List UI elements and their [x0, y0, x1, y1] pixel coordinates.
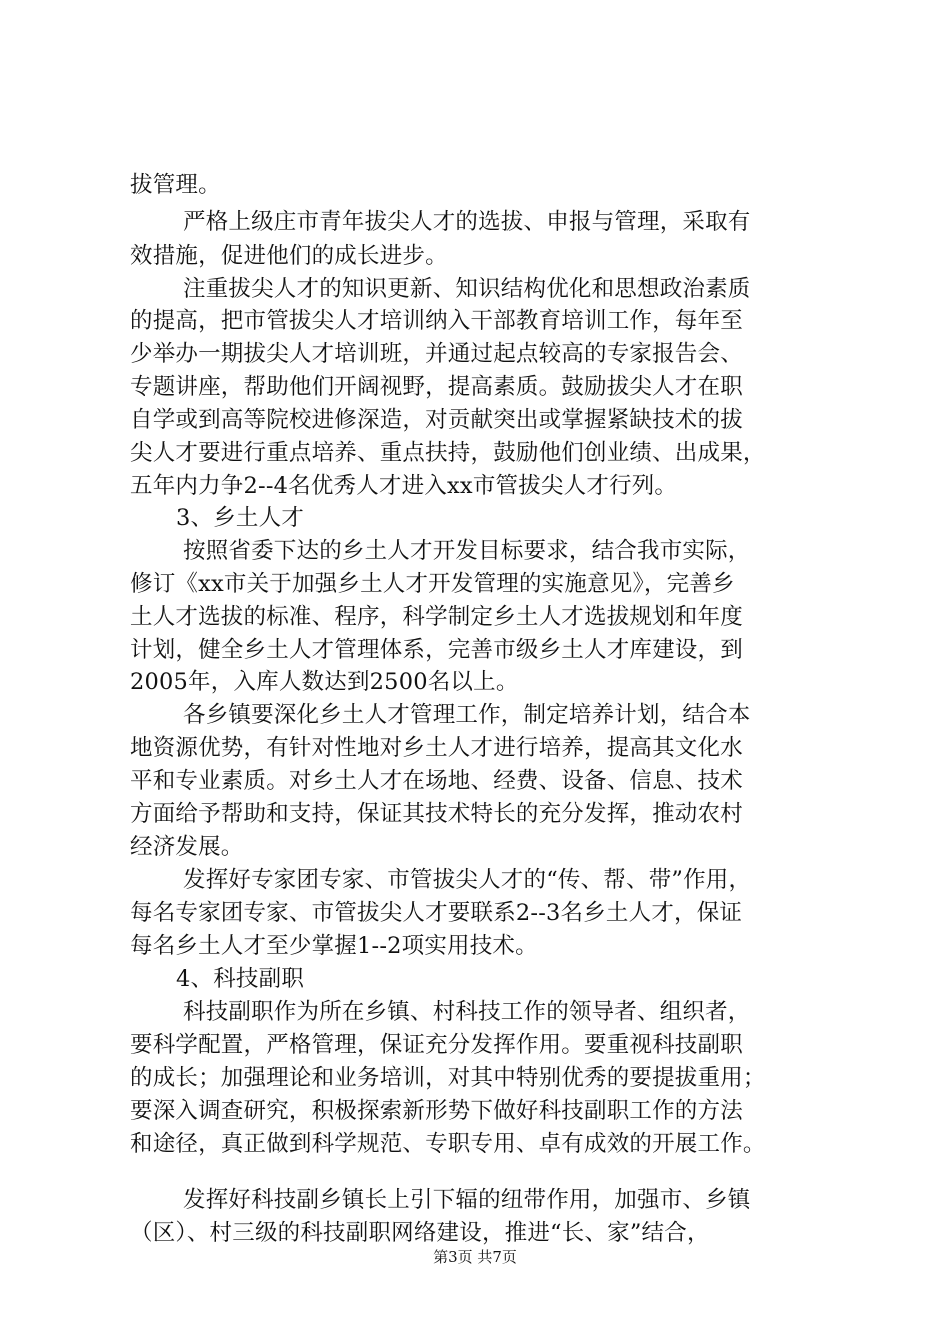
text-line: （区）、村三级的科技副职网络建设，推进“长、家”结合，: [130, 1220, 710, 1246]
text-line: 科技副职作为所在乡镇、村科技工作的领导者、组织者，: [183, 999, 751, 1025]
text-line: 发挥好专家团专家、市管拔尖人才的“传、帮、带”作用，: [183, 867, 752, 893]
text-line: 和途径，真正做到科学规范、专职专用、卓有成效的开展工作。: [130, 1131, 766, 1157]
text-line: 经济发展。: [130, 834, 244, 860]
text-line: 每名专家团专家、市管拔尖人才要联系2--3名乡土人才，保证: [130, 900, 743, 926]
text-line: 平和专业素质。对乡土人才在场地、经费、设备、信息、技术: [130, 768, 743, 794]
text-line: 少举办一期拔尖人才培训班，并通过起点较高的专家报告会、: [130, 341, 743, 367]
text-line: 土人才选拔的标准、程序，科学制定乡土人才选拔规划和年度: [130, 604, 743, 630]
text-line: 修订《xx市关于加强乡土人才开发管理的实施意见》，完善乡: [130, 571, 735, 597]
text-line: 的成长；加强理论和业务培训，对其中特别优秀的要提拔重用；: [130, 1065, 766, 1091]
text-line: 拔管理。: [130, 172, 221, 198]
text-line: 2005年，入库人数达到2500名以上。: [130, 669, 519, 695]
text-line: 地资源优势，有针对性地对乡土人才进行培养，提高其文化水: [130, 735, 743, 761]
text-line: 五年内力争2--4名优秀人才进入xx市管拔尖人才行列。: [130, 473, 678, 499]
text-line: 要深入调查研究，积极探索新形势下做好科技副职工作的方法: [130, 1098, 743, 1124]
page-footer: 第3页 共7页: [433, 1248, 517, 1266]
section-heading: 3、乡土人才: [176, 505, 305, 531]
text-line: 效措施，促进他们的成长进步。: [130, 243, 448, 269]
text-line: 自学或到高等院校进修深造，对贡献突出或掌握紧缺技术的拔: [130, 407, 743, 433]
text-line: 计划，健全乡土人才管理体系，完善市级乡土人才库建设，到: [130, 637, 743, 663]
section-heading: 4、科技副职: [176, 966, 305, 992]
text-line: 发挥好科技副乡镇长上引下辐的纽带作用，加强市、乡镇: [183, 1187, 751, 1213]
text-line: 注重拔尖人才的知识更新、知识结构优化和思想政治素质: [183, 276, 751, 302]
text-line: 要科学配置，严格管理，保证充分发挥作用。要重视科技副职: [130, 1032, 743, 1058]
text-line: 尖人才要进行重点培养、重点扶持，鼓励他们创业绩、出成果，: [130, 440, 766, 466]
text-line: 严格上级庄市青年拔尖人才的选拔、申报与管理，采取有: [183, 209, 751, 235]
text-line: 专题讲座，帮助他们开阔视野，提高素质。鼓励拔尖人才在职: [130, 374, 743, 400]
text-line: 每名乡土人才至少掌握1--2项实用技术。: [130, 933, 538, 959]
text-line: 各乡镇要深化乡土人才管理工作，制定培养计划，结合本: [183, 702, 751, 728]
text-line: 方面给予帮助和支持，保证其技术特长的充分发挥，推动农村: [130, 801, 743, 827]
text-line: 按照省委下达的乡土人才开发目标要求，结合我市实际，: [183, 538, 751, 564]
text-line: 的提高，把市管拔尖人才培训纳入干部教育培训工作，每年至: [130, 308, 743, 334]
